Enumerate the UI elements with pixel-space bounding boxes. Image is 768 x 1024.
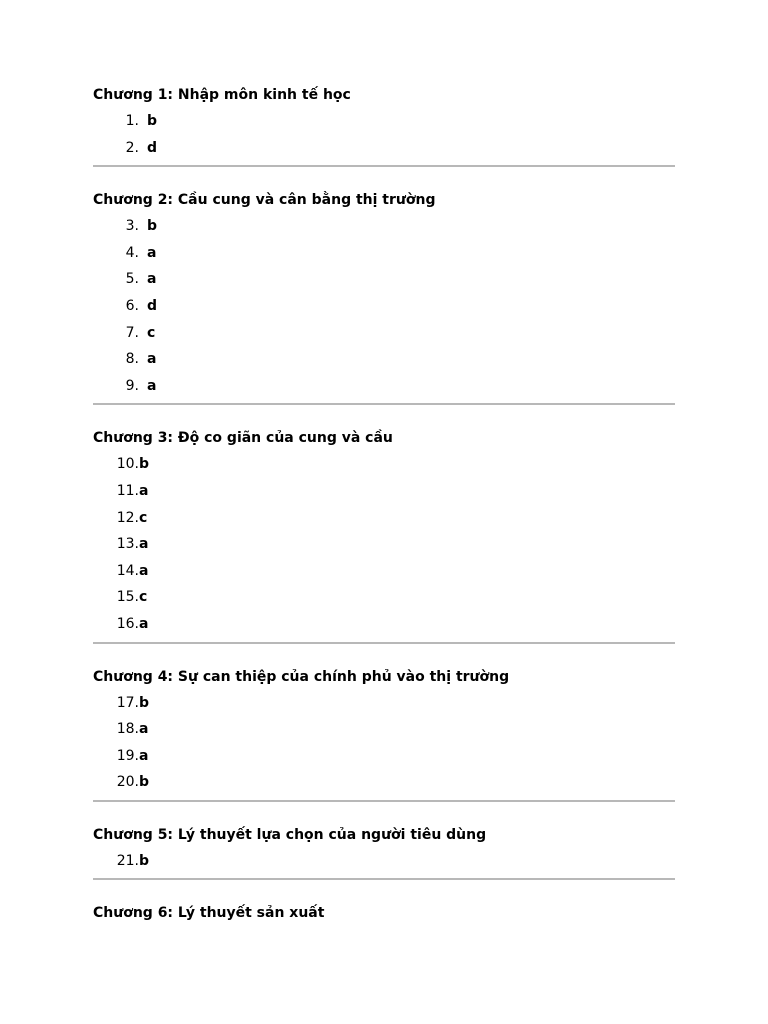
answer-choice: a: [139, 562, 149, 579]
answer-choice: b: [147, 218, 158, 235]
answer-choice: c: [147, 324, 156, 341]
chapter-title: Chương 4: Sự can thiệp của chính phủ vào thị trường: [93, 668, 510, 685]
question-number: 11.: [116, 482, 139, 499]
question-number: 12.: [116, 509, 139, 526]
answer-choice: a: [147, 244, 157, 261]
chapter-title: Chương 6: Lý thuyết sản xuất: [93, 905, 325, 922]
answer-item: [93, 293, 675, 320]
chapter-section: [93, 428, 675, 637]
answer-choice: d: [147, 297, 158, 314]
answer-item: [93, 716, 675, 743]
answer-list: [93, 690, 675, 796]
question-number: 13.: [116, 536, 139, 553]
answer-list: [93, 108, 675, 161]
chapter-section: [93, 903, 675, 923]
answer-item: [93, 478, 675, 505]
answer-choice: a: [147, 271, 157, 288]
answer-item: [93, 135, 675, 162]
answer-choice: c: [139, 589, 148, 606]
answer-item: [93, 373, 675, 400]
question-number: 17.: [116, 694, 139, 711]
question-number: 14.: [116, 562, 139, 579]
question-number: 5.: [125, 271, 139, 288]
answer-choice: b: [139, 774, 150, 791]
answer-choice: a: [139, 747, 149, 764]
section-divider: [93, 403, 675, 405]
answer-key-document: [93, 85, 675, 923]
answer-item: [93, 584, 675, 611]
answer-choice: b: [139, 852, 150, 869]
answer-item: [93, 451, 675, 478]
chapter-section: [93, 825, 675, 875]
answer-list: [93, 848, 675, 875]
section-divider: [93, 878, 675, 880]
chapter-title: Chương 3: Độ co giãn của cung và cầu: [93, 430, 393, 447]
question-number: 15.: [116, 589, 139, 606]
answer-choice: a: [147, 377, 157, 394]
section-divider: [93, 642, 675, 644]
question-number: 6.: [125, 297, 139, 314]
chapter-section: [93, 667, 675, 796]
chapter-title: Chương 2: Cầu cung và cân bằng thị trường: [93, 192, 436, 209]
answer-choice: b: [147, 113, 158, 129]
answer-choice: a: [139, 615, 149, 632]
question-number: 7.: [125, 324, 139, 341]
chapter-section: [93, 85, 675, 161]
chapter-section: [93, 190, 675, 399]
section-divider: [93, 165, 675, 167]
question-number: 9.: [125, 377, 139, 394]
chapter-title: Chương 1: Nhập môn kinh tế học: [93, 87, 351, 103]
question-number: 1.: [125, 113, 139, 129]
answer-item: [93, 240, 675, 267]
answer-choice: c: [139, 509, 148, 526]
chapter-title: Chương 5: Lý thuyết lựa chọn của người tiêu dùng: [93, 826, 487, 843]
question-number: 19.: [116, 747, 139, 764]
question-number: 20.: [116, 774, 139, 791]
answer-choice: d: [147, 139, 158, 156]
answer-item: [93, 848, 675, 875]
answer-choice: a: [147, 351, 157, 368]
question-number: 21.: [116, 852, 139, 869]
answer-choice: a: [139, 482, 149, 499]
answer-choice: b: [139, 456, 150, 473]
question-number: 2.: [125, 139, 139, 156]
answer-item: [93, 266, 675, 293]
question-number: 10.: [116, 456, 139, 473]
answer-choice: a: [139, 721, 149, 738]
answer-choice: a: [139, 536, 149, 553]
question-number: 18.: [116, 721, 139, 738]
answer-item: [93, 769, 675, 796]
question-number: 4.: [125, 244, 139, 261]
answer-item: [93, 743, 675, 770]
section-divider: [93, 800, 675, 802]
question-number: 8.: [125, 351, 139, 368]
answer-list: [93, 451, 675, 637]
answer-item: [93, 108, 675, 135]
answer-item: [93, 690, 675, 717]
answer-item: [93, 558, 675, 585]
question-number: 16.: [116, 615, 139, 632]
answer-item: [93, 531, 675, 558]
answer-item: [93, 320, 675, 347]
answer-list: [93, 213, 675, 399]
answer-item: [93, 213, 675, 240]
answer-item: [93, 505, 675, 532]
answer-item: [93, 346, 675, 373]
question-number: 3.: [125, 218, 139, 235]
answer-item: [93, 611, 675, 638]
answer-choice: b: [139, 694, 150, 711]
